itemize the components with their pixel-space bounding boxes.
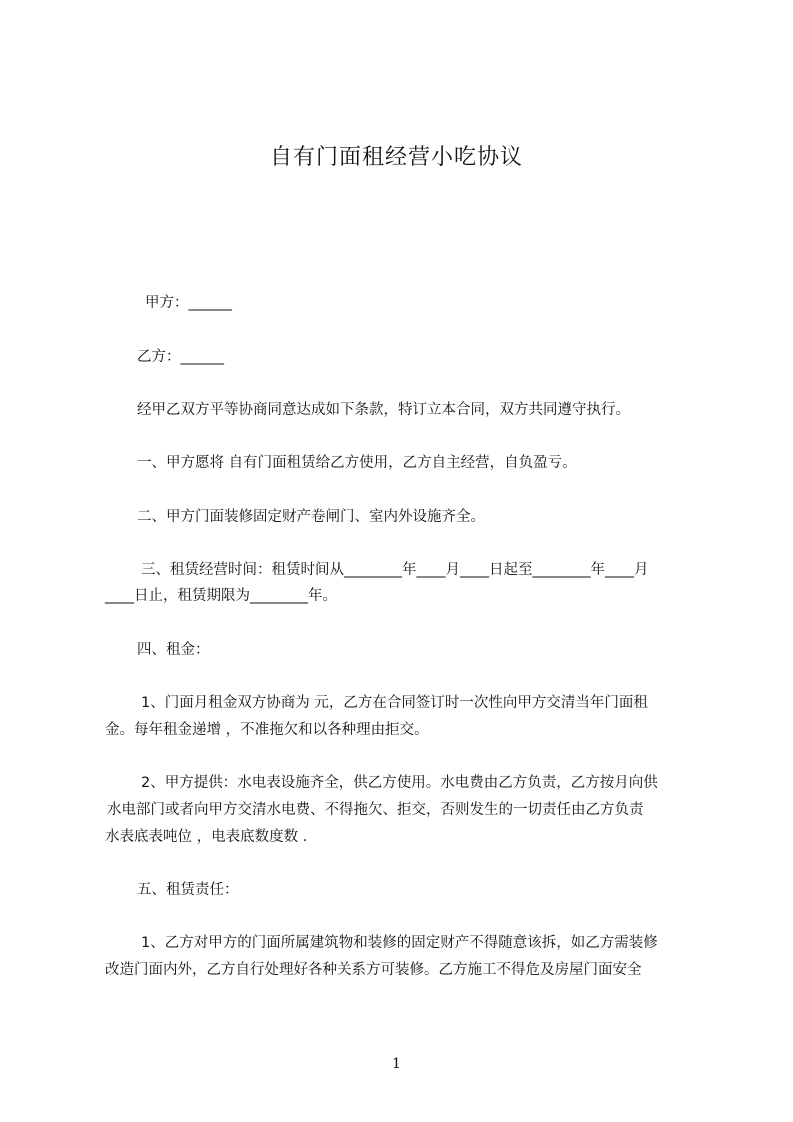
clause-5-1-line-2: 改造门面内外，乙方自行处理好各种关系方可装修。乙方施工不得危及房屋门面安全	[105, 962, 642, 978]
page-number: 1	[392, 1056, 401, 1072]
clause-4-1-line-2: 金。每年租金递增 ，不准拖欠和以各种理由拒交。	[105, 722, 429, 738]
clause-3-line-2: ____日止，租赁期限为________年。	[105, 588, 337, 604]
clause-5-1-line-1: 1、乙方对甲方的门面所属建筑物和装修的固定财产不得随意该拆，如乙方需装修	[141, 935, 658, 951]
clause-2: 二、甲方门面装修固定财产卷闸门、室内外设施齐全。	[137, 509, 485, 525]
clause-3-line-1: 三、租赁经营时间：租赁时间从________年____月____日起至________年____月	[141, 562, 649, 578]
clause-4-2-line-3: 水表底表吨位 ，电表底数度数 .	[105, 829, 308, 845]
clause-4-2-line-2: 水电部门或者向甲方交清水电费、不得拖欠、拒交，否则发生的一切责任由乙方负责	[107, 802, 644, 818]
clause-4-heading: 四、租金：	[137, 642, 210, 658]
clause-1: 一、甲方愿将 自有门面租赁给乙方使用，乙方自主经营，自负盈亏。	[137, 455, 577, 471]
clause-4-2-line-1: 2、甲方提供：水电表设施齐全，供乙方使用。水电费由乙方负责，乙方按月向供	[141, 775, 658, 791]
clause-4-1-line-1: 1、门面月租金双方协商为 元，乙方在合同签订时一次性向甲方交清当年门面租	[141, 695, 648, 711]
party-a-line: 甲方：______	[145, 295, 232, 311]
party-b-line: 乙方：______	[137, 349, 224, 365]
intro-paragraph: 经甲乙双方平等协商同意达成如下条款，特订立本合同，双方共同遵守执行。	[137, 402, 630, 418]
clause-5-heading: 五、租赁责任：	[137, 882, 239, 898]
document-title: 自有门面租经营小吃协议	[269, 145, 523, 170]
